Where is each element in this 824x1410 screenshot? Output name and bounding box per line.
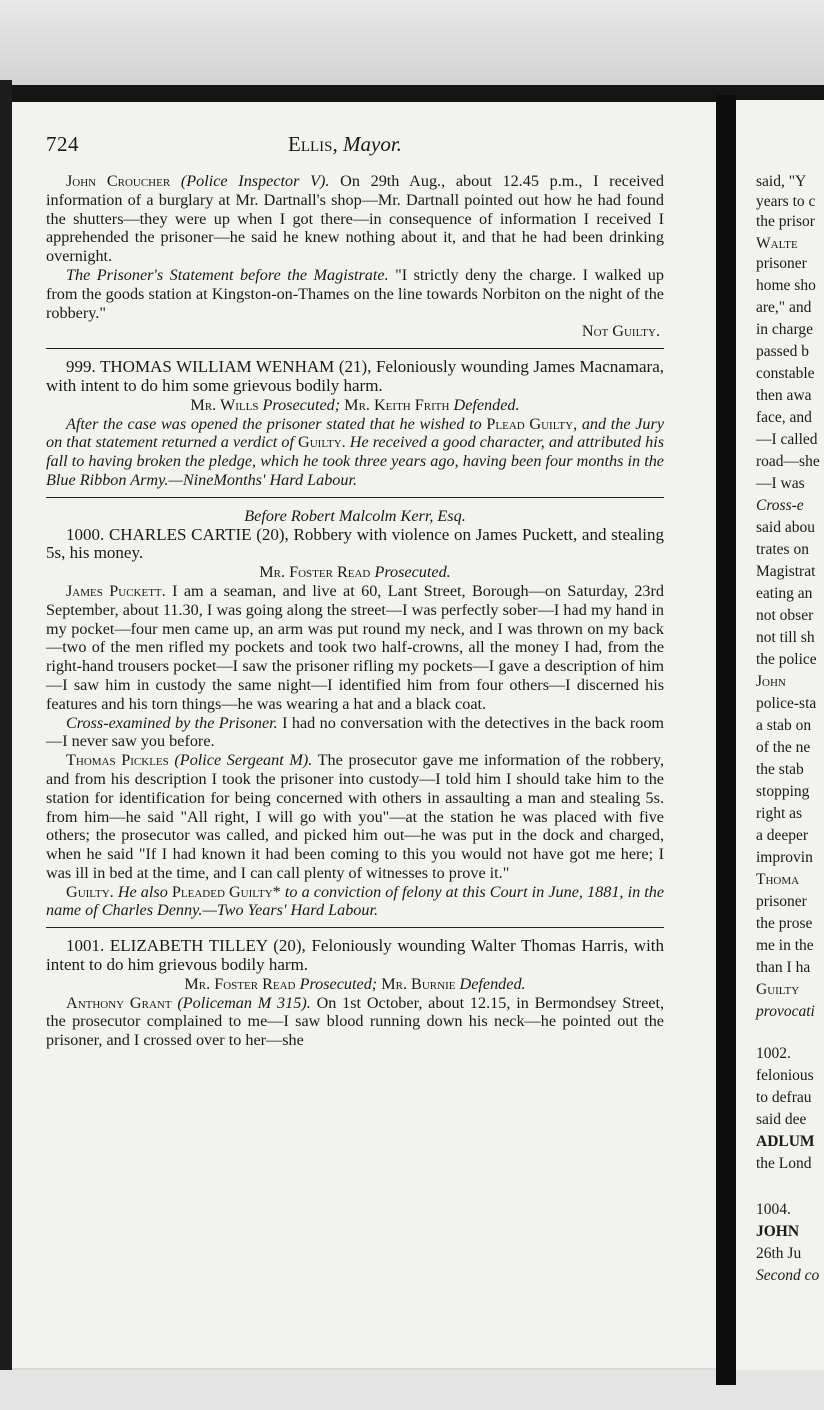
prosecution-counsel: Mr. Wills (190, 395, 259, 414)
testimony-text: On 29th Aug., about 12.45 p.m., I received information of a burglary at Mr. Dartnall's shop—Mr. Dartnall pointed out how he had found the shutters—they were up when I got there—in consequence of information I received I apprehended the prisoner—he said he knew nothing about it, and that he had been drinking overnight. (46, 172, 665, 266)
right-line: Walte (756, 235, 798, 252)
witness-name: Thomas Pickles (66, 751, 169, 770)
case-number: 1001. (66, 936, 105, 956)
pleaded-guilty: Pleaded Guilty* (171, 882, 281, 901)
prosecution-counsel: Mr. Foster Read (184, 974, 296, 993)
witness-role: (Police Sergeant M). (174, 751, 313, 770)
case-croucher (46, 172, 664, 341)
right-line: Magistrat (756, 563, 816, 580)
counsel-line (46, 396, 664, 415)
right-line: the prisor (756, 213, 815, 230)
case-number: 1000. (66, 524, 105, 544)
cross-examination (46, 714, 664, 752)
guilty: Guilty. (298, 433, 346, 452)
right-line: 1004. (756, 1201, 791, 1218)
judge-line (46, 507, 664, 526)
case-heading (46, 526, 664, 564)
right-line: than I ha (756, 959, 811, 976)
right-line: the prose (756, 915, 813, 932)
witness-name: Anthony Grant (66, 993, 172, 1012)
scan-left-border (0, 80, 12, 1380)
pickles-testimony (46, 751, 664, 883)
right-line: years to c (756, 193, 816, 210)
page-header (46, 132, 664, 158)
right-line: to defrau (756, 1089, 812, 1106)
right-line: me in the (756, 937, 814, 954)
right-line: Cross-e (756, 497, 804, 514)
plead-guilty: Plead Guilty, (486, 414, 578, 433)
defended-label: Defended. (453, 395, 520, 414)
right-line: felonious (756, 1067, 814, 1084)
defendant-name: CHARLES CARTIE (108, 524, 252, 544)
witness-role: (Police Inspector V). (180, 172, 330, 190)
verdict: Not Guilty. (581, 322, 660, 341)
testimony-text: I am a seaman, and live at 60, Lant Street, Borough—on Saturday, 23rd September, about 11.30, I was going along the street—I was perfectly sober—I had my hand in my pocket—four men came up, an arm was put round my neck, and I was thrown on my back—two of the men rifled my pockets and took two half-crowns, all the money I had, from the right-hand trousers pocket—I saw the prisoner rifling my pockets—I gave a description of him—I saw him in custody the same night—I identified him from four others—I discerned his features and his torn things—he was wearing a hat and a black coat. (46, 581, 665, 713)
right-line: stopping (756, 783, 810, 800)
page-text (46, 132, 664, 1050)
right-line: of the ne (756, 739, 811, 756)
right-line: prisoner (756, 893, 807, 910)
right-line: prisoner (756, 255, 807, 272)
verdict-part: to a conviction of felony at this Court in June, 1881, in the name of Charles Denny.—Two Years' Hard Labour. (46, 882, 665, 920)
right-line: 26th Ju (756, 1245, 802, 1262)
page-number: 724 (46, 132, 79, 156)
right-line: are," and (756, 299, 812, 316)
case-999 (46, 358, 664, 490)
case-number: 999. (66, 357, 96, 377)
right-line: Guilty (756, 981, 800, 998)
defendant-age: (20), (273, 936, 306, 956)
prosecuted-label: Prosecuted. (374, 563, 451, 582)
witness-name: John Croucher (66, 172, 171, 190)
right-line: constable (756, 365, 815, 382)
right-line: not till sh (756, 629, 815, 646)
prosecuted-label: Prosecuted; (262, 395, 341, 414)
right-line: Thoma (756, 871, 800, 888)
right-line: passed b (756, 343, 809, 360)
right-line: Second co (756, 1267, 820, 1284)
charge-text: Robbery with violence on James Puckett, and stealing 5s, his money. (46, 524, 665, 563)
grant-testimony (46, 994, 664, 1050)
statement-text: "I strictly deny the charge. I walked up from the goods station at Kingston-on-Thames on the line towards Norbiton on the night of the robbery." (46, 265, 664, 322)
defence-counsel: Mr. Keith Frith (344, 395, 450, 414)
right-line: a stab on (756, 717, 812, 734)
prisoner-statement (46, 266, 664, 322)
counsel-line (46, 975, 664, 994)
right-page (736, 100, 824, 1370)
right-line: in charge (756, 321, 813, 338)
right-line: then awa (756, 387, 812, 404)
right-line: said abou (756, 519, 815, 536)
outcome-part: He received a good character, and attributed his fall to having broken the pledge, which he took three years ago, having been four months in the Blue Ribbon Army.—NineMonths' Hard Labour. (46, 433, 664, 489)
defendant-age: (21), (338, 357, 372, 377)
case-heading (46, 937, 664, 975)
counsel-line (46, 563, 664, 582)
cross-text: I had no conversation with the detectives in the back room—I never saw you before. (46, 713, 665, 751)
right-line: the police (756, 651, 817, 668)
right-line: —I was (756, 475, 805, 492)
verdict-line (46, 883, 664, 921)
running-head-title: Mayor. (343, 132, 402, 156)
charge-text: Feloniously wounding Walter Thomas Harris, with intent to do him grievous bodily harm. (46, 936, 665, 975)
right-line: John (756, 673, 786, 690)
right-line: said, "Y (756, 173, 807, 190)
case-1001 (46, 937, 664, 1050)
right-line: right as (756, 805, 803, 822)
right-line: a deeper (756, 827, 809, 844)
scan-bottom-margin (0, 1370, 824, 1410)
right-line: said dee (756, 1111, 807, 1128)
defendant-age: (20), (256, 524, 289, 544)
testimony-text: On 1st October, about 12.15, in Bermondsey Street, the prosecutor complained to me—I saw blood running down his neck—he pointed out the prisoner, and I crossed over to her—she (46, 993, 665, 1050)
right-line: provocati (756, 1003, 815, 1020)
right-line: trates on (756, 541, 809, 558)
running-head-name: Ellis, (288, 132, 338, 156)
puckett-testimony (46, 582, 664, 714)
section-rule (46, 497, 664, 498)
witness-name: James Puckett. (66, 581, 166, 600)
outcome-part: and the Jury on that statement returned a verdict of (46, 414, 665, 452)
case-heading (46, 358, 664, 396)
testimony-text: The prosecutor gave me information of the robbery, and from his description I took the prisoner into custody—I told him I should take him to the station for identification for being concerned with others in assaulting a man and stealing 5s. from him—he said "All right, I will go with you"—at the station he was placed with five others; the prosecutor was called, and picked him out—he was put in the dock and charged, when he said "If I had known it had been coming to this you would not have got me here; I was ill in bed at the time, and I can call plenty of witnesses to prove it." (46, 751, 665, 882)
right-line: —I called (756, 431, 818, 448)
right-line: ADLUM (756, 1133, 815, 1150)
right-line: road—she (756, 453, 820, 470)
section-rule (46, 927, 664, 928)
right-line: JOHN (756, 1223, 800, 1240)
case-outcome (46, 415, 664, 490)
right-line: home sho (756, 277, 816, 294)
croucher-testimony (46, 172, 664, 266)
defendant-name: ELIZABETH TILLEY (109, 936, 268, 956)
defended-label: Defended. (459, 974, 526, 993)
right-line: eating an (756, 585, 813, 602)
right-line: the Lond (756, 1155, 812, 1172)
witness-role: (Policeman M 315). (177, 993, 311, 1012)
case-1000 (46, 526, 664, 921)
outcome-part: After the case was opened the prisoner stated that he wished to (66, 414, 482, 433)
cross-label: Cross-examined by the Prisoner. (66, 713, 278, 732)
prosecuted-label: Prosecuted; (299, 974, 378, 993)
right-line: the stab (756, 761, 804, 778)
book-gutter (716, 95, 736, 1385)
defendant-name: THOMAS WILLIAM WENHAM (100, 357, 335, 377)
statement-label: The Prisoner's Statement before the Magistrate. (66, 265, 389, 284)
right-line: 1002. (756, 1045, 791, 1062)
right-line: face, and (756, 409, 812, 426)
verdict: Guilty. (66, 882, 114, 901)
before-judge: Before Robert Malcolm Kerr, Esq. (244, 506, 466, 525)
verdict-part: He also (117, 882, 168, 901)
running-head (288, 132, 402, 157)
charge-text: Feloniously wounding James Macnamara, with intent to do him some grievous bodily harm. (46, 357, 665, 395)
prosecution-counsel: Mr. Foster Read (259, 563, 371, 582)
defence-counsel: Mr. Burnie (381, 974, 456, 993)
right-line: not obser (756, 607, 814, 624)
section-rule (46, 348, 664, 349)
right-line: improvin (756, 849, 813, 866)
right-line: police-sta (756, 695, 817, 712)
